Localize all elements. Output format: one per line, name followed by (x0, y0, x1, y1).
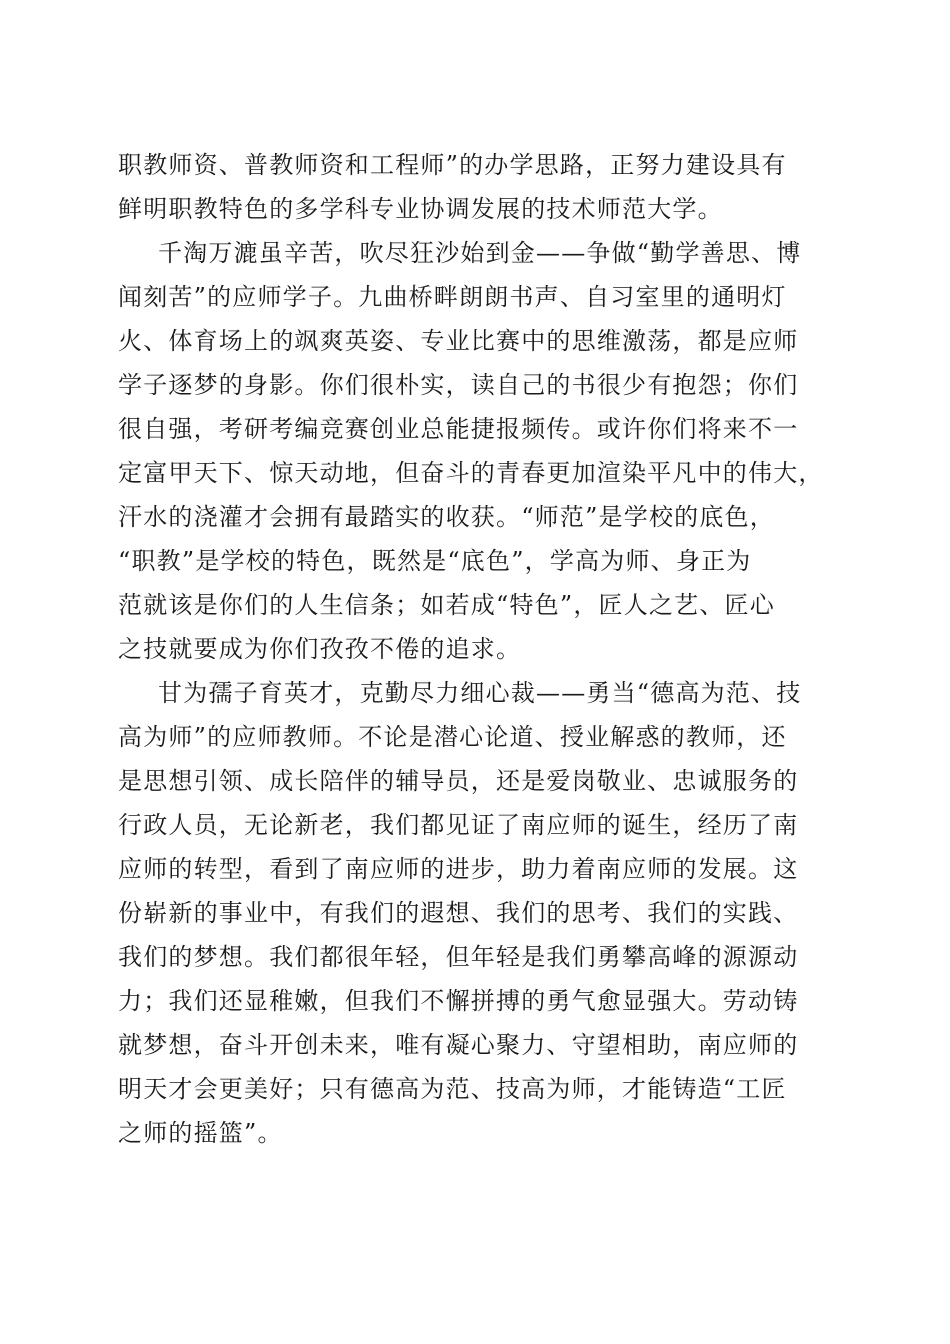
text-line: 学子逐梦的身影。你们很朴实，读自己的书很少有抱怨；你们 (118, 371, 799, 399)
text-line: 之师的摇篮”。 (118, 1119, 283, 1147)
text-line: 汗水的浇灌才会拥有最踏实的收获。“师范”是学校的底色， (118, 503, 775, 531)
text-line: 高为师”的应师教师。不论是潜心论道、授业解惑的教师，还 (118, 723, 787, 751)
text-line: 之技就要成为你们孜孜不倦的追求。 (118, 635, 522, 663)
text-line: 火、体育场上的飒爽英姿、专业比赛中的思维激荡，都是应师 (118, 327, 799, 355)
body-text (118, 143, 838, 1155)
text-line: 甘为孺子育英才，克勤尽力细心裁——勇当“德高为范、技 (158, 679, 802, 707)
text-line: 很自强，考研考编竞赛创业总能捷报频传。或许你们将来不一 (118, 415, 799, 443)
text-line: 定富甲天下、惊天动地，但奋斗的青春更加渲染平凡中的伟大， (118, 459, 824, 487)
text-line: 份崭新的事业中，有我们的遐想、我们的思考、我们的实践、 (118, 899, 799, 927)
text-line: 闻刻苦”的应师学子。九曲桥畔朗朗书声、自习室里的通明灯 (118, 283, 787, 311)
text-line: “职教”是学校的特色，既然是“底色”，学高为师、身正为 (118, 547, 752, 575)
text-line: 职教师资、普教师资和工程师”的办学思路，正努力建设具有 (118, 151, 787, 179)
text-line: 千淘万漉虽辛苦，吹尽狂沙始到金——争做“勤学善思、博 (158, 239, 802, 267)
text-line: 就梦想，奋斗开创未来，唯有凝心聚力、守望相助，南应师的 (118, 1031, 799, 1059)
text-line: 力；我们还显稚嫩，但我们不懈拼搏的勇气愈显强大。劳动铸 (118, 987, 799, 1015)
text-line: 明天才会更美好；只有德高为范、技高为师，才能铸造“工匠 (118, 1075, 787, 1103)
text-line: 是思想引领、成长陪伴的辅导员，还是爱岗敬业、忠诚服务的 (118, 767, 799, 795)
text-line: 应师的转型，看到了南应师的进步，助力着南应师的发展。这 (118, 855, 799, 883)
text-line: 我们的梦想。我们都很年轻，但年轻是我们勇攀高峰的源源动 (118, 943, 799, 971)
text-line: 行政人员，无论新老，我们都见证了南应师的诞生，经历了南 (118, 811, 799, 839)
text-line: 鲜明职教特色的多学科专业协调发展的技术师范大学。 (118, 195, 723, 223)
text-line: 范就该是你们的人生信条；如若成“特色”，匠人之艺、匠心 (118, 591, 775, 619)
